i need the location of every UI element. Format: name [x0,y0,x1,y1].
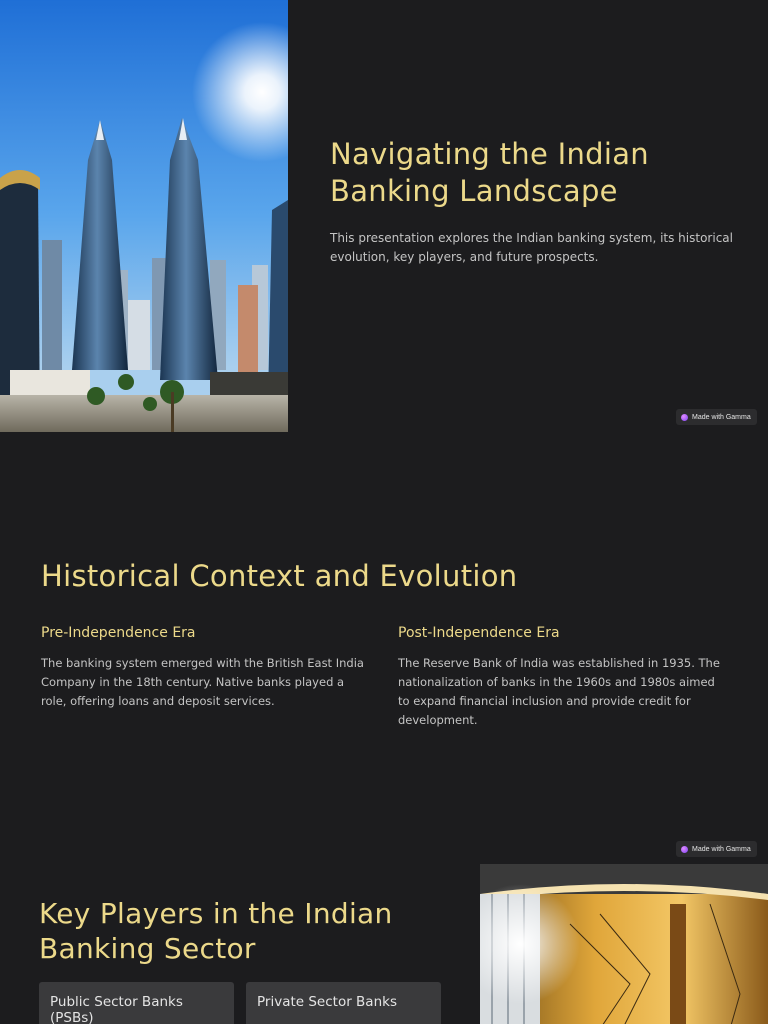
gamma-logo-icon [681,414,688,421]
public-sector-banks-card [39,982,234,1024]
badge-label: Made with Gamma [692,845,751,853]
history-title: Historical Context and Evolution [41,559,518,593]
pre-independence-column [41,624,371,711]
city-skyline-image [0,0,288,432]
key-players-slide [0,864,768,1024]
presentation-title: Navigating the Indian Banking Landscape [330,137,649,208]
gamma-logo-icon [681,846,688,853]
key-players-title: Key Players in the Indian Banking Sector [39,897,393,965]
post-independence-column [398,624,728,730]
column-text: The banking system emerged with the British East India Company in the 18th century. Native banks played a role, offering loans and deposit services. [41,656,364,708]
card-title: Private Sector Banks [257,994,397,1010]
card-title: Public Sector Banks (PSBs) [50,994,183,1024]
made-with-gamma-badge[interactable] [676,409,757,425]
title-slide [0,0,768,432]
column-text: The Reserve Bank of India was established in 1935. The nationalization of banks in the 1960s and 1980s aimed to expand financial inclusion and provide credit for development. [398,656,720,727]
history-slide [0,432,768,864]
column-heading: Pre-Independence Era [41,625,196,641]
presentation-description: This presentation explores the Indian banking system, its historical evolution, key players, and future prospects. [330,231,733,264]
made-with-gamma-badge[interactable] [676,841,757,857]
column-heading: Post-Independence Era [398,625,560,641]
bank-interior-image [480,864,768,1024]
badge-label: Made with Gamma [692,413,751,421]
private-sector-banks-card [246,982,441,1024]
